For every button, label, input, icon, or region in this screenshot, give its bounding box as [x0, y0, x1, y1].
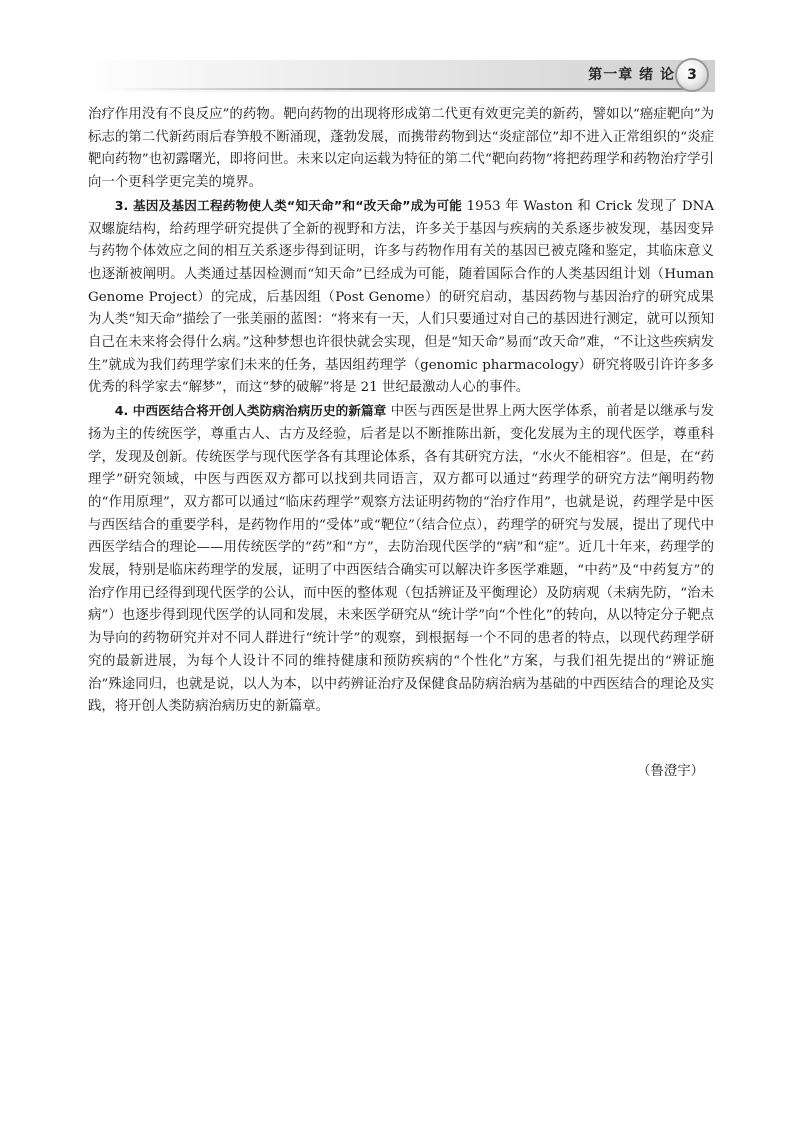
page-number: 3	[687, 67, 697, 83]
page-number-badge	[675, 58, 709, 92]
section-4-text: 中医与西医是世界上两大医学体系，前者是以继承与发扬为主的传统医学，尊重古人、古方及经验，后者是以不断推陈出新，变化发展为主的现代医学，尊重科学，发现及创新。传统医学与现代医学各有其理论体系，各有其研究方法，“水火不能相容”。但是，在“药理学”研究领域，中医与西医双方都可以找到共同语言，双方都可以通过“药理学的研究方法”阐明药物的“作用原理”，双方都可以通过“临床药理学”观察方法证明药物的“治疗作用”，也就是说，药理学是中医与西医结合的重要学科，是药物作用的“受体”或“靶位”（结合位点），药理学的研究与发展，提出了现代中西医学结合的理论——用传统医学的“药”和“方”，去防治现代医学的“病”和“症”。近几十年来，药理学的发展，特别是临床药理学的发展，证明了中西医结合确实可以解决许多医学难题，“中药”及“中药复方”的治疗作用已经得到现代医学的公认，而中医的整体观（包括辨证及平衡理论）及防病观（未病先防，“治未病”）也逐步得到现代医学的认同和发展，未来医学研究从“统计学”向“个性化”的转向，从以特定分子靶点为导向的药物研究并对不同人群进行“统计学”的观察，到根据每一个不同的患者的特点，以现代药理学研究的最新进展，为每个人设计不同的维持健康和预防疾病的“个性化”方案，与我们祖先提出的“辨证施治”殊途同归，也就是说，以人为本，以中药辨证治疗及保健食品防病治病为基础的中西医结合的理论及实践，将开创人类防病治病历史的新篇章。	[88, 404, 714, 715]
section-3-text: 1953 年 Waston 和 Crick 发现了 DNA 双螺旋结构，给药理学研究提供了全新的视野和方法，许多关于基因与疾病的关系逐步被发现，基因变异与药物个体效应之间的相互关系逐步得到证明，许多与药物作用有关的基因已被克隆和鉴定，其临床意义也逐渐被阐明。人类通过基因检测而“知天命”已经成为可能，随着国际合作的人类基因组计划（Human Genome Project）的完成，后基因组（Post Genome）的研究启动，基因药物与基因治疗的研究成果为人类“知天命”描绘了一张美丽的蓝图：“将来有一天，人们只要通过对自己的基因进行测定，就可以预知自己在未来将会得什么病。”这种梦想也许很快就会实现，但是“知天命”易而“改天命”难，“不让这些疾病发生”就成为我们药理学家们未来的任务，基因组药理学（genomic pharmacology）研究将吸引许许多多优秀的科学家去“解梦”，而这“梦的破解”将是 21 世纪最激动人心的事件。	[88, 198, 714, 396]
chapter-title: 第一章 绪 论	[588, 67, 675, 83]
section-3	[88, 195, 714, 400]
section-4-heading: 4. 中西医结合将开创人类防病治病历史的新篇章	[114, 403, 387, 419]
paragraph-1: 治疗作用没有不良反应”的药物。靶向药物的出现将形成第二代更有效更完美的新药，譬如以“癌症靶向”为标志的第二代新药雨后春笋般不断涌现，蓬勃发展，而携带药物到达“炎症部位”却不进入正常组织的“炎症靶向药物”也初露曙光，即将问世。未来以定向运载为特征的第二代“靶向药物”将把药理学和药物治疗学引向一个更科学更完美的境界。	[88, 107, 714, 191]
header-rule	[100, 88, 690, 90]
running-header	[0, 0, 800, 110]
body-text	[88, 104, 714, 719]
section-4	[88, 400, 714, 719]
section-3-heading: 3. 基因及基因工程药物使人类“知天命”和“改天命”成为可能	[114, 197, 463, 213]
author-signature: （鲁澄宇）	[637, 764, 704, 779]
